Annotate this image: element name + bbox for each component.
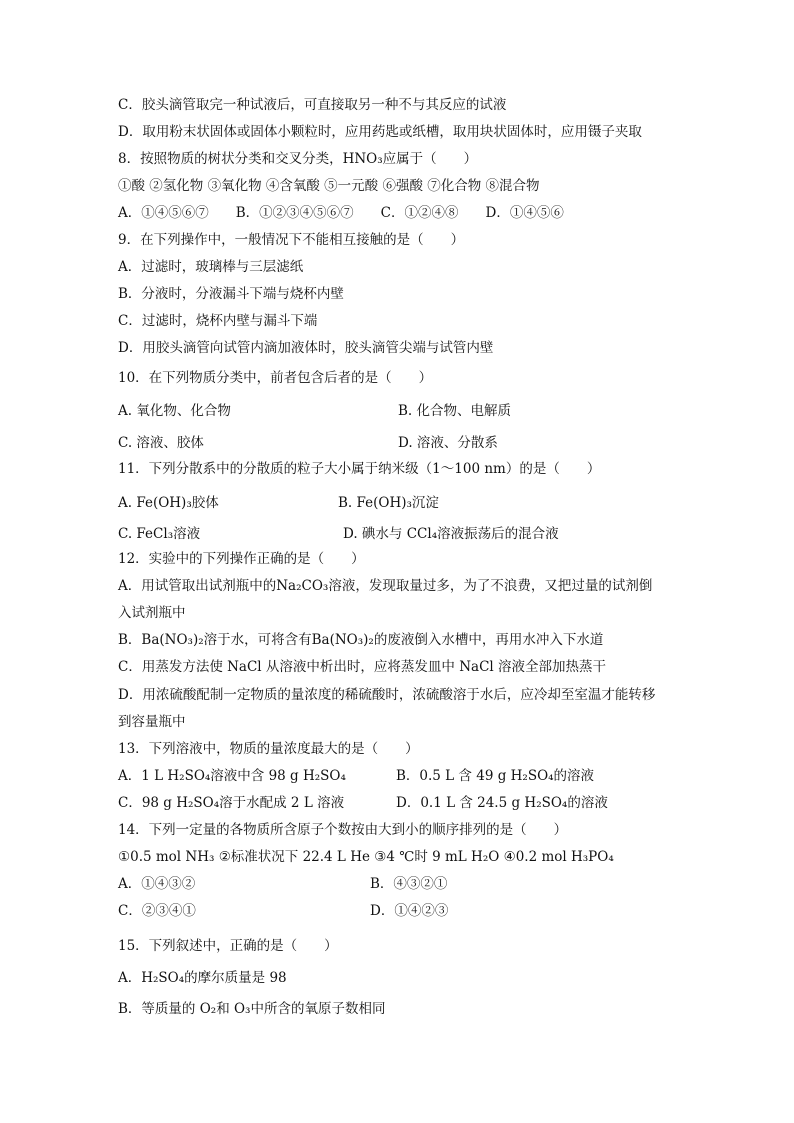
option-11c: C. FeCl₃溶液 [118, 526, 201, 542]
option-13c: C．98 g H₂SO₄溶于水配成 2 L 溶液 [118, 795, 345, 811]
question-8: 8．按照物质的树状分类和交叉分类，HNO₃应属于（ ） [118, 151, 478, 167]
question-12: 12．实验中的下列操作正确的是（ ） [118, 551, 365, 567]
option-14a: A．①④③② [118, 876, 196, 892]
option-7d: D．取用粉末状固体或固体小颗粒时，应用药匙或纸槽，取用块状固体时，应用镊子夹取 [118, 124, 642, 140]
option-15b: B．等质量的 O₂和 O₃中所含的氧原子数相同 [118, 1001, 386, 1017]
option-9c: C．过滤时，烧杯内壁与漏斗下端 [118, 313, 318, 329]
option-14d: D．①④②③ [370, 903, 449, 919]
option-9d: D．用胶头滴管向试管内滴加液体时，胶头滴管尖端与试管内壁 [118, 340, 494, 356]
option-11d: D. 碘水与 CCl₄溶液振荡后的混合液 [343, 526, 559, 542]
option-12a-cont: 入试剂瓶中 [118, 605, 186, 621]
option-10c: C. 溶液、胶体 [118, 435, 204, 451]
option-10b: B. 化合物、电解质 [398, 403, 512, 419]
question-8-options: A．①④⑤⑥⑦ B．①②③④⑤⑥⑦ C．①②④⑧ D．①④⑤⑥ [118, 205, 564, 221]
option-13d: D．0.1 L 含 24.5 g H₂SO₄的溶液 [396, 795, 608, 811]
option-15a: A．H₂SO₄的摩尔质量是 98 [118, 970, 287, 986]
option-12b: B．Ba(NO₃)₂溶于水，可将含有Ba(NO₃)₂的废液倒入水槽中，再用水冲入下水道 [118, 632, 604, 648]
question-13: 13．下列溶液中，物质的量浓度最大的是（ ） [118, 741, 419, 757]
option-12d-cont: 到容量瓶中 [118, 714, 186, 730]
option-13a: A．1 L H₂SO₄溶液中含 98 g H₂SO₄ [118, 768, 346, 784]
option-9b: B．分液时，分液漏斗下端与烧杯内壁 [118, 286, 344, 302]
option-14b: B．④③②① [370, 876, 448, 892]
option-10a: A. 氧化物、化合物 [118, 403, 231, 419]
option-10d: D. 溶液、分散系 [398, 435, 498, 451]
question-14: 14．下列一定量的各物质所含原子个数按由大到小的顺序排列的是（ ） [118, 822, 568, 838]
question-8-items: ①酸 ②氢化物 ③氧化物 ④含氧酸 ⑤一元酸 ⑥强酸 ⑦化合物 ⑧混合物 [118, 178, 540, 194]
question-15: 15．下列叙述中，正确的是（ ） [118, 938, 338, 954]
option-14c: C．②③④① [118, 903, 196, 919]
option-9a: A．过滤时，玻璃棒与三层滤纸 [118, 259, 304, 275]
option-13b: B．0.5 L 含 49 g H₂SO₄的溶液 [396, 768, 595, 784]
option-7c: C．胶头滴管取完一种试液后，可直接取另一种不与其反应的试液 [118, 97, 507, 113]
question-14-items: ①0.5 mol NH₃ ②标准状况下 22.4 L He ③4 ℃时 9 mL H₂O ④0.2 mol H₃PO₄ [118, 849, 614, 865]
option-12c: C．用蒸发方法使 NaCl 从溶液中析出时，应将蒸发皿中 NaCl 溶液全部加热蒸干 [118, 659, 607, 675]
option-12a: A．用试管取出试剂瓶中的Na₂CO₃溶液，发现取量过多，为了不浪费，又把过量的试剂倒 [118, 578, 653, 594]
option-12d: D．用浓硫酸配制一定物质的量浓度的稀硫酸时，浓硫酸溶于水后，应冷却至室温才能转移 [118, 687, 656, 703]
question-11: 11．下列分散系中的分散质的粒子大小属于纳米级（1～100 nm）的是（ ） [118, 461, 601, 477]
question-9: 9．在下列操作中，一般情况下不能相互接触的是（ ） [118, 232, 465, 248]
option-11a: A. Fe(OH)₃胶体 [118, 495, 219, 511]
option-11b: B. Fe(OH)₃沉淀 [338, 495, 439, 511]
question-10: 10．在下列物质分类中，前者包含后者的是（ ） [118, 370, 433, 386]
